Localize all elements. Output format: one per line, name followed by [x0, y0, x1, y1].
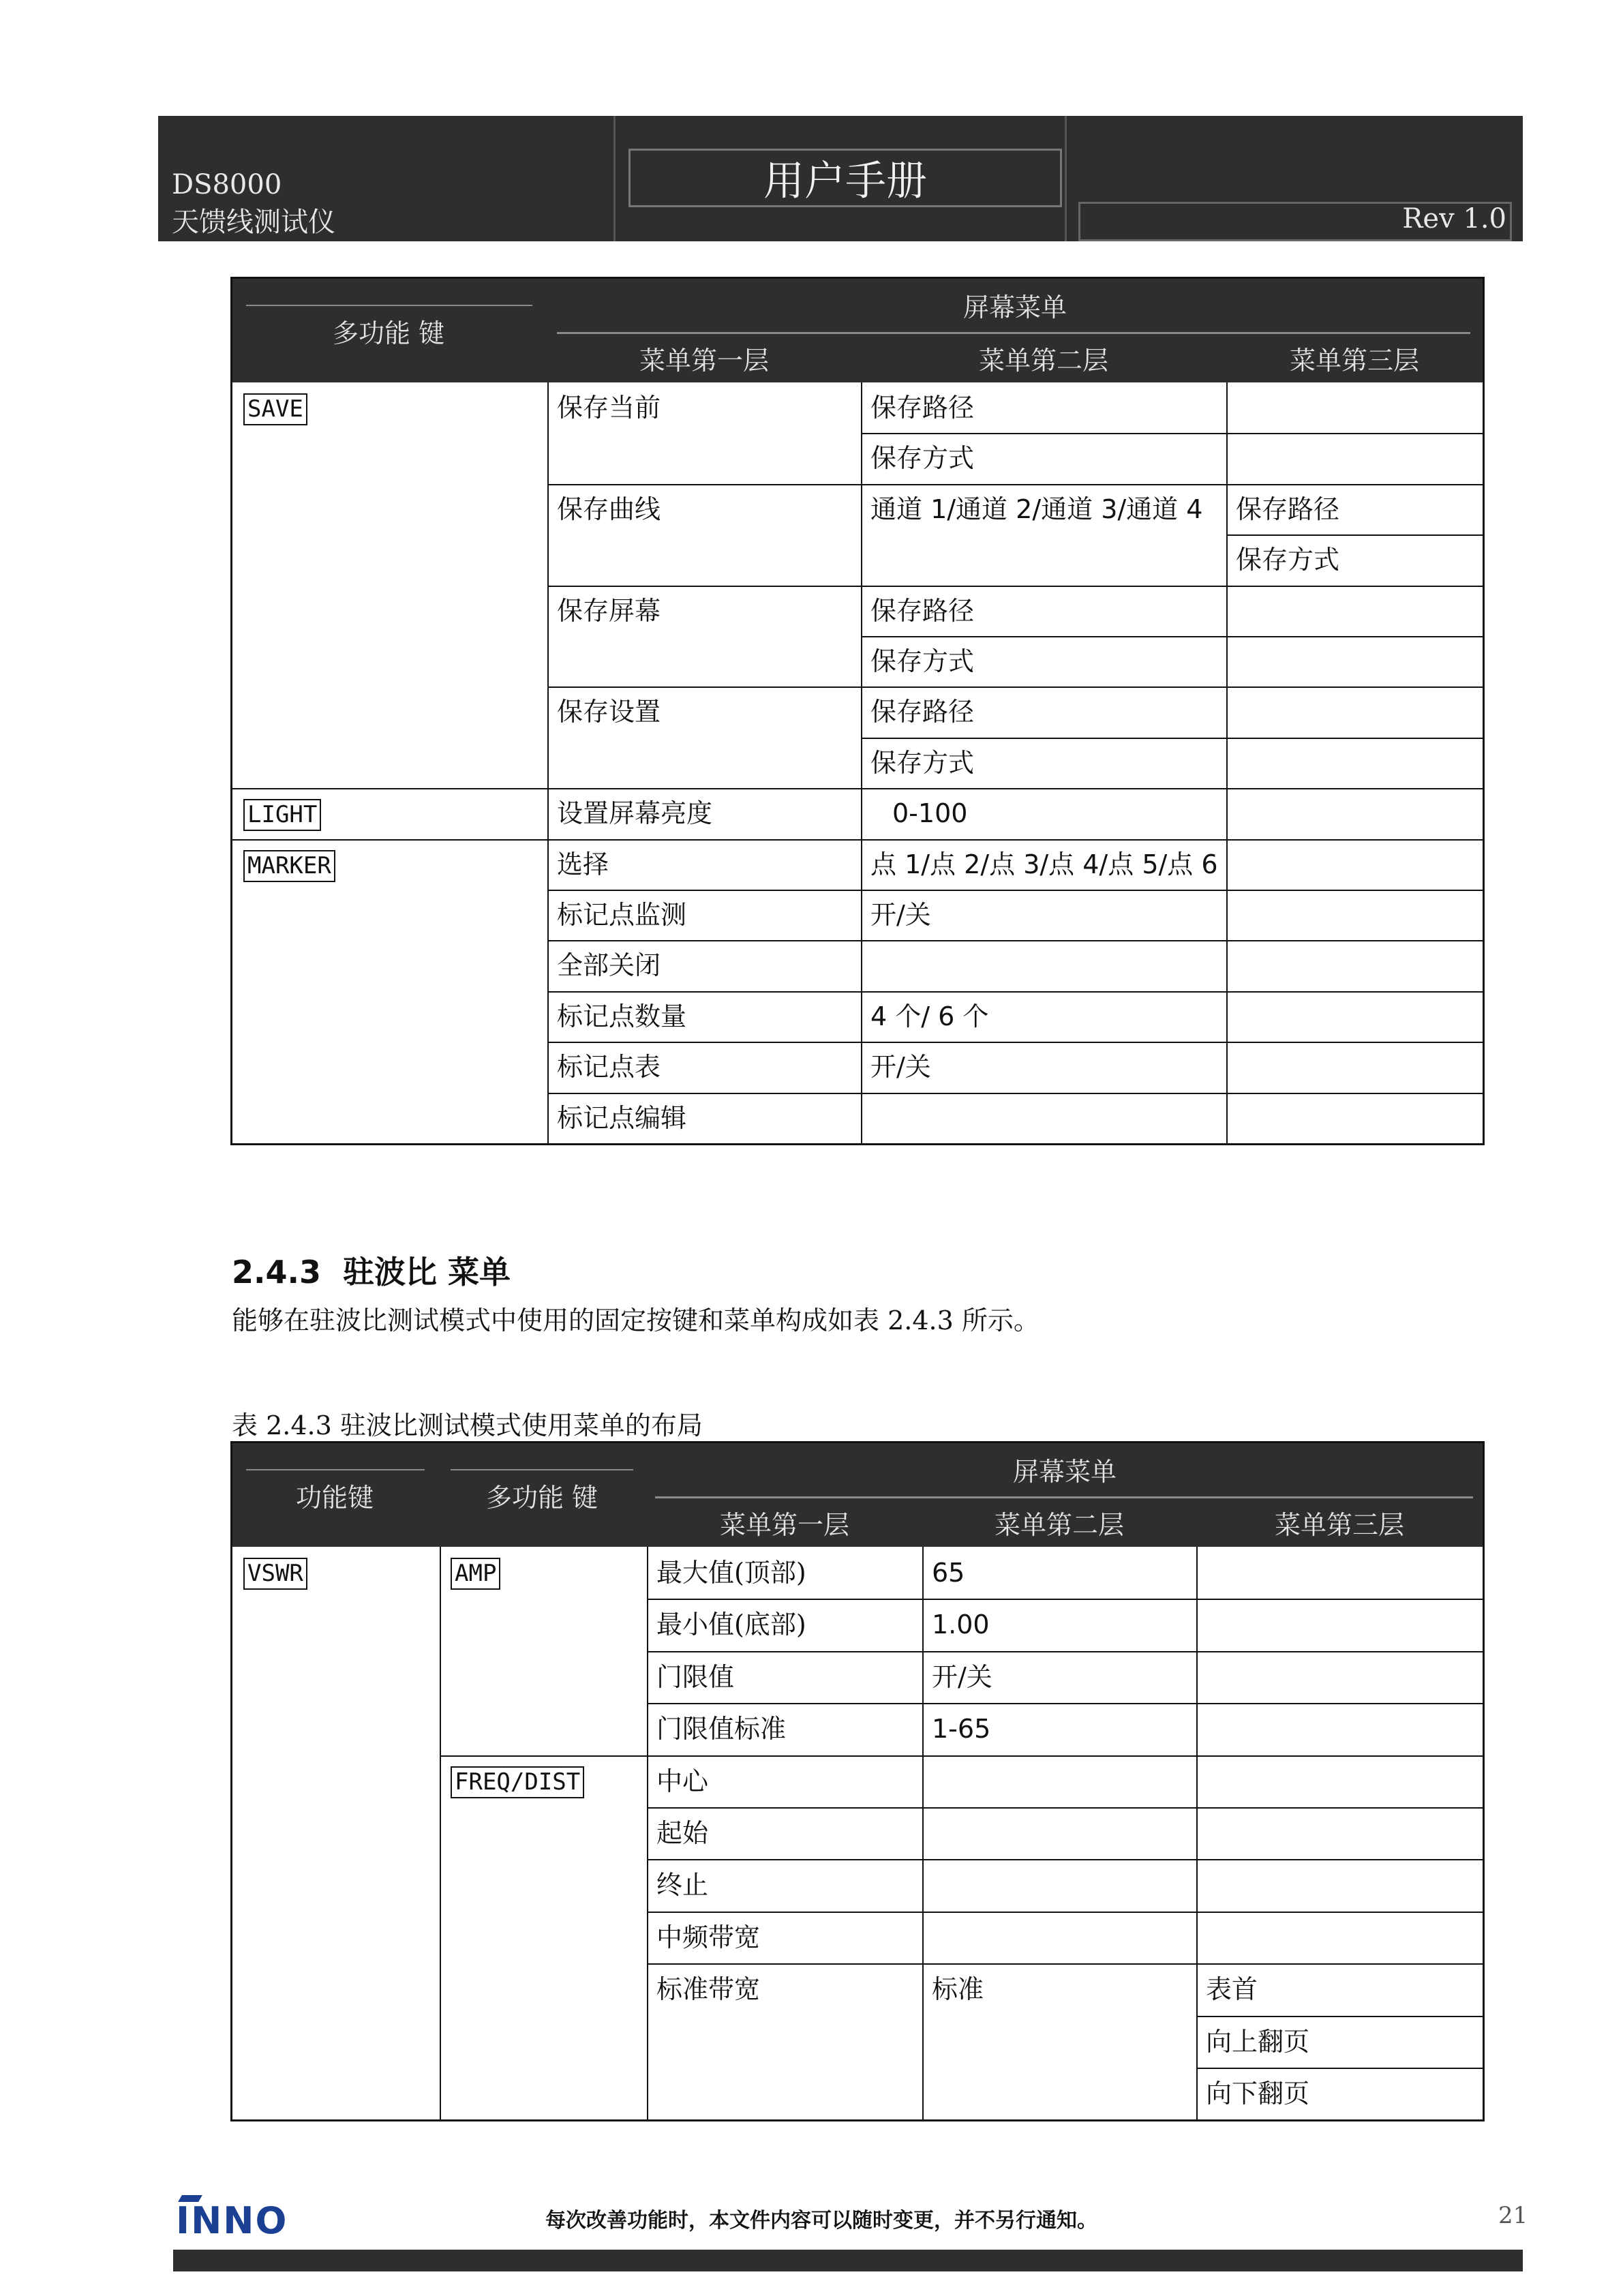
row-divider — [547, 586, 861, 587]
row-divider — [861, 991, 1226, 993]
row-divider — [647, 1651, 922, 1652]
column-divider — [547, 382, 549, 1143]
multi-key-label: AMP — [451, 1558, 500, 1590]
menu-level2-item: 65 — [932, 1558, 965, 1588]
menu-level2-item: 1-65 — [932, 1714, 991, 1744]
header-rule — [246, 305, 532, 306]
header-level1: 菜单第一层 — [719, 1509, 849, 1540]
row-divider — [861, 839, 1226, 841]
row-divider — [647, 1963, 922, 1965]
row-divider — [647, 1912, 922, 1913]
menu-level2-item: 保存路径 — [870, 697, 975, 727]
row-divider — [861, 940, 1226, 941]
row-divider — [1226, 940, 1483, 941]
row-divider — [922, 1807, 1196, 1809]
row-divider — [861, 788, 1226, 789]
menu-level1-item: 终止 — [656, 1870, 709, 1901]
row-divider — [1226, 839, 1483, 841]
menu-level2-item: 保存方式 — [870, 443, 975, 474]
row-divider — [1196, 1599, 1483, 1600]
row-divider — [861, 890, 1226, 891]
row-divider — [547, 686, 861, 688]
menu-level1-item: 标记点表 — [557, 1052, 661, 1083]
row-divider — [547, 1093, 861, 1094]
row-divider — [547, 890, 861, 891]
menu-level1-item: 选择 — [557, 849, 609, 879]
column-divider — [1196, 1547, 1198, 2119]
menu-level2-item: 0-100 — [892, 798, 968, 829]
row-divider — [1226, 1042, 1483, 1043]
menu-level1-item: 保存曲线 — [557, 494, 661, 524]
row-divider — [922, 1912, 1196, 1913]
row-divider — [861, 433, 1226, 434]
menu-level3-item: 向下翻页 — [1206, 2079, 1310, 2109]
menu-level1-item: 最大值(顶部) — [656, 1558, 806, 1588]
row-divider — [1196, 1807, 1483, 1809]
model-name: DS8000 — [172, 169, 282, 200]
header-level1: 菜单第一层 — [639, 345, 769, 376]
menu-level2-item: 保存方式 — [870, 747, 975, 778]
row-divider — [547, 839, 861, 841]
menu-level1-item: 标准带宽 — [656, 1974, 761, 2005]
menu-level3-item: 保存方式 — [1236, 545, 1340, 575]
menu-level1-item: 门限值标准 — [656, 1714, 787, 1744]
company-logo: INNO — [176, 2199, 288, 2242]
header-level3: 菜单第三层 — [1289, 345, 1419, 376]
menu-level1-item: 中心 — [656, 1766, 709, 1796]
row-divider — [1226, 1093, 1483, 1094]
row-divider — [1226, 788, 1483, 789]
row-divider — [647, 1859, 922, 1860]
page-header — [158, 116, 1523, 241]
row-divider — [647, 1703, 922, 1704]
row-divider — [1196, 1755, 1483, 1757]
column-divider — [1226, 382, 1228, 1143]
row-divider — [1196, 1963, 1483, 1965]
row-divider — [861, 586, 1226, 587]
menu-level1-item: 保存当前 — [557, 393, 661, 423]
menu-level2-item: 通道 1/通道 2/通道 3/通道 4 — [870, 494, 1203, 524]
row-divider — [1196, 1703, 1483, 1704]
row-divider — [1226, 433, 1483, 434]
header-divider — [613, 116, 616, 241]
header-divider — [1065, 116, 1067, 241]
column-divider — [861, 382, 862, 1143]
menu-level1-item: 起始 — [656, 1818, 709, 1848]
row-divider — [1226, 890, 1483, 891]
row-divider — [1196, 1859, 1483, 1860]
header-rule — [246, 1469, 425, 1470]
row-divider — [1226, 991, 1483, 993]
header-level2: 菜单第二层 — [994, 1509, 1124, 1540]
menu-level1-item: 门限值 — [656, 1661, 735, 1692]
row-divider — [861, 636, 1226, 637]
header-screen-menu: 屏幕菜单 — [962, 292, 1067, 322]
row-divider — [547, 788, 861, 789]
menu-level2-item: 开/关 — [870, 900, 931, 930]
row-divider — [547, 940, 861, 941]
row-divider — [922, 1651, 1196, 1652]
row-divider — [647, 1807, 922, 1809]
menu-level2-item: 开/关 — [932, 1661, 992, 1692]
menu-level2-item: 保存路径 — [870, 393, 975, 423]
row-divider — [861, 484, 1226, 485]
menu-level1-item: 保存设置 — [557, 697, 661, 727]
page-number: 21 — [1498, 2202, 1528, 2229]
key-label: MARKER — [243, 850, 335, 882]
key-label: SAVE — [243, 393, 307, 425]
row-divider — [1226, 738, 1483, 739]
row-divider — [922, 1703, 1196, 1704]
row-divider — [1226, 534, 1483, 536]
multi-key-label: FREQ/DIST — [451, 1766, 584, 1798]
row-divider — [861, 1093, 1226, 1094]
header-multi-key: 多功能 键 — [332, 318, 445, 348]
header-level3: 菜单第三层 — [1274, 1509, 1404, 1540]
row-divider — [440, 1755, 647, 1757]
row-divider — [922, 1963, 1196, 1965]
menu-level1-item: 全部关闭 — [557, 950, 661, 981]
header-rule — [451, 1469, 633, 1470]
row-divider — [1196, 1912, 1483, 1913]
section-number: 2.4.3 — [232, 1254, 321, 1290]
footer-bar — [173, 2250, 1523, 2271]
revision-label: Rev 1.0 — [1402, 203, 1506, 235]
table-caption: 表 2.4.3 驻波比测试模式使用菜单的布局 — [232, 1410, 703, 1440]
row-divider — [547, 991, 861, 993]
row-divider — [861, 738, 1226, 739]
row-divider — [1196, 1651, 1483, 1652]
column-divider — [440, 1547, 441, 2119]
row-divider — [547, 484, 861, 485]
key-label: LIGHT — [243, 799, 321, 831]
menu-level2-item: 保存路径 — [870, 595, 975, 626]
row-divider — [922, 1859, 1196, 1860]
section-heading — [232, 1248, 511, 1293]
document-title: 用户手册 — [628, 149, 1062, 207]
row-divider — [1226, 636, 1483, 637]
menu-level2-item: 标准 — [932, 1974, 984, 2005]
section-paragraph: 能够在驻波比测试模式中使用的固定按键和菜单构成如表 2.4.3 所示。 — [232, 1305, 1040, 1335]
row-divider — [922, 1755, 1196, 1757]
menu-level1-item: 中频带宽 — [656, 1922, 761, 1952]
row-divider — [232, 839, 547, 841]
product-name: 天馈线测试仪 — [172, 207, 335, 238]
header-screen-menu: 屏幕菜单 — [1012, 1456, 1117, 1487]
table-vswr-menu — [230, 1441, 1485, 2121]
table-multifunction-keys — [230, 277, 1485, 1145]
footer-notice: 每次改善功能时，本文件内容可以随时变更，并不另行通知。 — [545, 2209, 1097, 2233]
row-divider — [922, 1599, 1196, 1600]
row-divider — [647, 1755, 922, 1757]
row-divider — [547, 1042, 861, 1043]
column-divider — [647, 1547, 648, 2119]
menu-level1-item: 标记点数量 — [557, 1001, 687, 1031]
menu-level3-item: 向上翻页 — [1206, 2026, 1310, 2057]
header-func-key: 功能键 — [295, 1482, 374, 1513]
menu-level3-item: 保存路径 — [1236, 494, 1340, 524]
menu-level2-item: 1.00 — [932, 1610, 990, 1640]
row-divider — [1196, 2068, 1483, 2069]
menu-level1-item: 标记点编辑 — [557, 1102, 687, 1133]
menu-level1-item: 标记点监测 — [557, 900, 687, 930]
row-divider — [647, 1599, 922, 1600]
row-divider — [1196, 2016, 1483, 2017]
row-divider — [861, 1042, 1226, 1043]
row-divider — [1226, 686, 1483, 688]
row-divider — [1226, 484, 1483, 485]
column-divider — [922, 1547, 924, 2119]
menu-level3-item: 表首 — [1206, 1974, 1258, 2005]
row-divider — [1226, 586, 1483, 587]
menu-level2-item: 点 1/点 2/点 3/点 4/点 5/点 6 — [870, 849, 1218, 879]
menu-level2-item: 保存方式 — [870, 646, 975, 676]
function-key-label: VSWR — [243, 1558, 307, 1590]
menu-level1-item: 保存屏幕 — [557, 595, 661, 626]
menu-level2-item: 4 个/ 6 个 — [870, 1001, 989, 1031]
menu-level1-item: 设置屏幕亮度 — [557, 798, 713, 829]
section-title: 驻波比 菜单 — [343, 1254, 511, 1290]
menu-level2-item: 开/关 — [870, 1052, 931, 1083]
row-divider — [861, 686, 1226, 688]
header-level2: 菜单第二层 — [978, 345, 1108, 376]
menu-level1-item: 最小值(底部) — [656, 1610, 806, 1640]
row-divider — [232, 788, 547, 789]
header-multi-key: 多功能 键 — [485, 1482, 598, 1513]
